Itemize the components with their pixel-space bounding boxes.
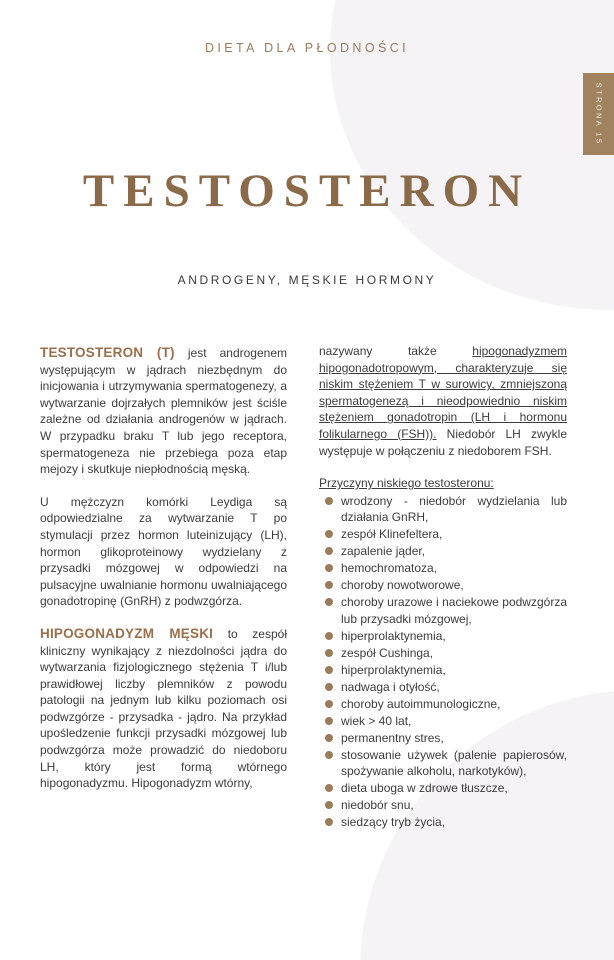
- paragraph-lead: TESTOSTERON (T): [40, 345, 175, 360]
- paragraph-lead: HIPOGONADYZM MĘSKI: [40, 625, 214, 641]
- causes-list-title: Przyczyny niskiego testosteronu:: [319, 476, 494, 491]
- paragraph-testosteron: [40, 345, 287, 478]
- cause-list-item: wrodzony - niedobór wydzielania lub działania GnRH,: [319, 493, 567, 526]
- cause-list-item: wiek > 40 lat,: [319, 713, 567, 730]
- page-number-label: STRONA 15: [594, 82, 603, 146]
- causes-list: [319, 493, 567, 831]
- cause-list-item: stosowanie używek (palenie papierosów, spożywanie alkoholu, narkotyków),: [319, 747, 567, 780]
- cause-list-item: zespół Cushinga,: [319, 645, 567, 662]
- underlined-definition: hipogonadyzmem hipogonadotropowym, charakteryzuje się niskim stężeniem T w surowicy, zmniejszoną spermatogenezą i nieodpowiednio niskim stężeniem gonadotropin (LH i hormonu folikularnego (FSH)).: [319, 344, 567, 441]
- paragraph-text: U mężczyzn komórki Leydiga są odpowiedzialne za wytwarzanie T po stymulacji przez hormon luteinizujący (LH), hormon glikoproteinowy wydzielany z przysadki mózgowej w odpowiedzi na pulsacyjne uwalnianie hormonu uwalniającego gonadotropinę (GnRH) z podwzgórza.: [40, 494, 287, 609]
- cause-list-item: hiperprolaktynemia,: [319, 628, 567, 645]
- paragraph-continuation: [319, 343, 567, 459]
- paragraph-text: jest androgenem występującym w jądrach niezbędnym do inicjowania i utrzymywania spermatogenezy, a wytwarzanie dojrzałych plemników jest ściśle zależne od działania androgenów w jądrach. W przypadku braku T lub jego receptora, spermatogeneza nie przebiega poza etap mejozy i skutkuje niepłodnością męską.: [40, 346, 287, 477]
- paragraph-hipogonadyzm: [40, 626, 287, 792]
- cause-list-item: choroby urazowe i naciekowe podwzgórza lub przysadki mózgowej,: [319, 594, 567, 627]
- cause-list-item: choroby nowotworowe,: [319, 577, 567, 594]
- cause-list-item: zapalenie jąder,: [319, 543, 567, 560]
- cause-list-item: zespół Klinefeltera,: [319, 526, 567, 543]
- cause-list-item: siedzący tryb życia,: [319, 814, 567, 831]
- cause-list-item: hemochromatoza,: [319, 560, 567, 577]
- cause-list-item: niedobór snu,: [319, 797, 567, 814]
- cause-list-item: nadwaga i otyłość,: [319, 679, 567, 696]
- paragraph-text: to zespół kliniczny wynikający z niezdolności jądra do wytwarzania fizjologicznego stężenia T i/lub prawidłowej liczby plemników z powodu patologii na jednym lub kilku poziomach osi podwzgórze - przysadka - jądro. Na przykład upośledzenie funkcji przysadki mózgowej lub podwzgórza może prowadzić do niedoboru LH, który jest formą wtórnego hipogonadyzmu. Hipogonadyzm wtórny,: [40, 626, 287, 791]
- cause-list-item: hiperprolaktynemia,: [319, 662, 567, 679]
- paragraph-text: Niedobór LH zwykle występuje w połączeniu z niedoborem FSH.: [319, 426, 567, 458]
- page-number-tab: [583, 73, 614, 155]
- cause-list-item: dieta uboga w zdrowe tłuszcze,: [319, 780, 567, 797]
- right-column: [319, 343, 567, 831]
- paragraph-leydig: [40, 494, 287, 610]
- series-title: DIETA DLA PŁODNOŚCI: [205, 41, 409, 55]
- left-column: [40, 345, 287, 808]
- cause-list-item: choroby autoimmunologiczne,: [319, 696, 567, 713]
- page-subtitle: ANDROGENY, MĘSKIE HORMONY: [177, 273, 437, 287]
- cause-list-item: permanentny stres,: [319, 730, 567, 747]
- page-title: TESTOSTERON: [82, 165, 532, 217]
- paragraph-text: nazywany także: [319, 344, 473, 358]
